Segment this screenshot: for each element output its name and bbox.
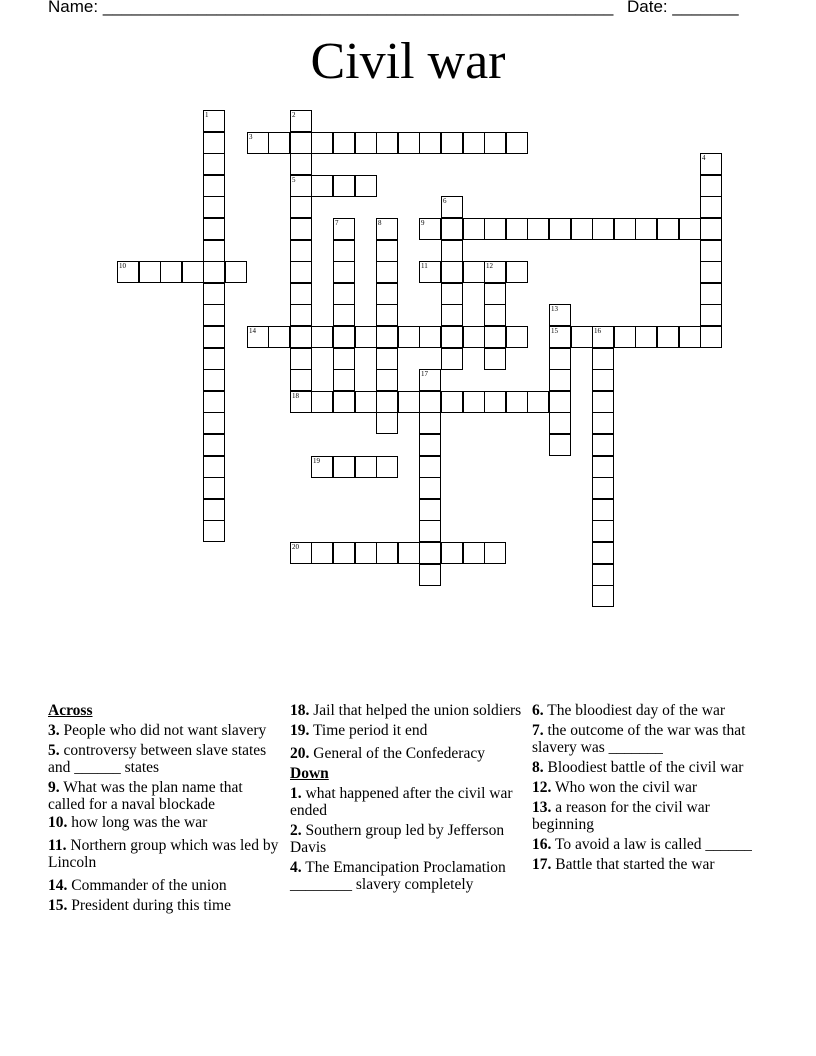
grid-cell[interactable]: [376, 218, 398, 240]
grid-cell[interactable]: [290, 240, 312, 262]
grid-cell[interactable]: [419, 477, 441, 499]
clue-number: 5.: [48, 742, 60, 759]
grid-cell[interactable]: [311, 456, 333, 478]
grid-cell[interactable]: [139, 261, 161, 283]
grid-cell[interactable]: [376, 261, 398, 283]
clue-number: 4.: [290, 859, 302, 876]
clue-number: 20.: [290, 745, 310, 762]
clue-column-3: [532, 702, 764, 876]
clue-across: [290, 745, 522, 762]
grid-cell[interactable]: [290, 261, 312, 283]
grid-cell[interactable]: [355, 132, 377, 154]
grid-cell[interactable]: [592, 218, 614, 240]
grid-cell[interactable]: [355, 391, 377, 413]
clue-text: Battle that started the war: [555, 856, 715, 873]
grid-cell[interactable]: [484, 283, 506, 305]
clue-across: [48, 779, 280, 813]
grid-cell[interactable]: [290, 110, 312, 132]
clue-number: 16.: [532, 836, 552, 853]
clue-number: 19.: [290, 722, 310, 739]
clue-text: General of the Confederacy: [313, 745, 485, 762]
cell-number: 2: [292, 111, 296, 119]
clue-across: [48, 722, 280, 739]
across-heading: Across: [48, 702, 93, 719]
grid-cell[interactable]: [203, 412, 225, 434]
clue-text: the outcome of the war was that slavery was _______: [532, 722, 746, 756]
grid-cell[interactable]: [419, 434, 441, 456]
clue-text: a reason for the civil war beginning: [532, 799, 710, 833]
cell-number: 9: [421, 219, 425, 227]
clue-down: [290, 822, 522, 856]
grid-cell[interactable]: [549, 218, 571, 240]
grid-cell[interactable]: [657, 218, 679, 240]
grid-cell[interactable]: [290, 391, 312, 413]
grid-cell[interactable]: [484, 348, 506, 370]
grid-cell[interactable]: [333, 369, 355, 391]
grid-cell[interactable]: [203, 434, 225, 456]
grid-cell[interactable]: [549, 369, 571, 391]
cell-number: 7: [335, 219, 339, 227]
grid-cell[interactable]: [700, 326, 722, 348]
clue-text: People who did not want slavery: [63, 722, 267, 739]
grid-cell[interactable]: [333, 326, 355, 348]
grid-cell[interactable]: [333, 348, 355, 370]
clue-number: 1.: [290, 785, 302, 802]
grid-cell[interactable]: [311, 326, 333, 348]
down-heading: Down: [290, 765, 329, 782]
grid-cell[interactable]: [441, 326, 463, 348]
grid-cell[interactable]: [700, 240, 722, 262]
clue-across: [290, 722, 522, 739]
clue-number: 17.: [532, 856, 552, 873]
grid-cell[interactable]: [506, 132, 528, 154]
grid-cell[interactable]: [419, 520, 441, 542]
grid-cell[interactable]: [268, 326, 290, 348]
grid-cell[interactable]: [441, 304, 463, 326]
grid-cell[interactable]: [419, 369, 441, 391]
cell-number: 13: [551, 305, 558, 313]
grid-cell[interactable]: [657, 326, 679, 348]
cell-number: 10: [119, 262, 126, 270]
clue-across: [48, 837, 280, 871]
clue-down: [532, 779, 764, 796]
grid-cell[interactable]: [700, 175, 722, 197]
clue-down: [532, 759, 764, 776]
clue-number: 14.: [48, 877, 68, 894]
cell-number: 6: [443, 197, 447, 205]
clue-number: 8.: [532, 759, 544, 776]
grid-cell[interactable]: [700, 304, 722, 326]
grid-cell[interactable]: [182, 261, 204, 283]
clue-column-1: [48, 702, 280, 917]
grid-cell[interactable]: [419, 564, 441, 586]
grid-cell[interactable]: [592, 434, 614, 456]
clue-text: Jail that helped the union soldiers: [313, 702, 522, 719]
cell-number: 3: [249, 133, 253, 141]
cell-number: 11: [421, 262, 428, 270]
grid-cell[interactable]: [441, 261, 463, 283]
cell-number: 12: [486, 262, 493, 270]
grid-cell[interactable]: [203, 218, 225, 240]
grid-cell[interactable]: [419, 391, 441, 413]
cell-number: 8: [378, 219, 382, 227]
grid-cell[interactable]: [355, 326, 377, 348]
cell-number: 17: [421, 370, 428, 378]
grid-cell[interactable]: [484, 304, 506, 326]
grid-cell[interactable]: [592, 456, 614, 478]
grid-cell[interactable]: [376, 326, 398, 348]
grid-cell[interactable]: [376, 412, 398, 434]
puzzle-title: Civil war: [310, 33, 506, 90]
grid-cell[interactable]: [441, 348, 463, 370]
clue-text: To avoid a law is called ______: [554, 836, 752, 853]
grid-cell[interactable]: [592, 520, 614, 542]
grid-cell[interactable]: [247, 326, 269, 348]
grid-cell[interactable]: [203, 196, 225, 218]
grid-cell[interactable]: [333, 261, 355, 283]
grid-cell[interactable]: [441, 196, 463, 218]
grid-cell[interactable]: [290, 369, 312, 391]
grid-cell[interactable]: [549, 412, 571, 434]
grid-cell[interactable]: [203, 391, 225, 413]
cell-number: 5: [292, 176, 296, 184]
grid-cell[interactable]: [419, 218, 441, 240]
grid-cell[interactable]: [203, 477, 225, 499]
grid-cell[interactable]: [679, 326, 701, 348]
clue-text: President during this time: [71, 897, 231, 914]
grid-cell[interactable]: [203, 369, 225, 391]
grid-cell[interactable]: [463, 261, 485, 283]
grid-cell[interactable]: [441, 283, 463, 305]
grid-cell[interactable]: [290, 283, 312, 305]
clue-down: [290, 859, 522, 893]
date-blank[interactable]: _______: [672, 0, 739, 16]
clue-across: [48, 897, 280, 914]
grid-cell[interactable]: [311, 175, 333, 197]
cell-number: 16: [594, 327, 601, 335]
grid-cell[interactable]: [441, 132, 463, 154]
cell-number: 14: [249, 327, 256, 335]
grid-cell[interactable]: [203, 348, 225, 370]
grid-cell[interactable]: [290, 175, 312, 197]
grid-cell[interactable]: [419, 542, 441, 564]
grid-cell[interactable]: [527, 391, 549, 413]
grid-cell[interactable]: [203, 456, 225, 478]
grid-cell[interactable]: [592, 391, 614, 413]
grid-cell[interactable]: [419, 499, 441, 521]
grid-cell[interactable]: [484, 391, 506, 413]
grid-cell[interactable]: [398, 542, 420, 564]
grid-cell[interactable]: [635, 218, 657, 240]
grid-cell[interactable]: [679, 218, 701, 240]
clue-text: Commander of the union: [71, 877, 227, 894]
grid-cell[interactable]: [484, 326, 506, 348]
clue-number: 18.: [290, 702, 310, 719]
grid-cell[interactable]: [311, 132, 333, 154]
grid-cell[interactable]: [592, 477, 614, 499]
grid-cell[interactable]: [441, 218, 463, 240]
grid-cell[interactable]: [700, 261, 722, 283]
grid-cell[interactable]: [506, 326, 528, 348]
grid-cell[interactable]: [571, 218, 593, 240]
grid-cell[interactable]: [203, 326, 225, 348]
clue-column-2: [290, 702, 522, 896]
grid-cell[interactable]: [506, 261, 528, 283]
grid-cell[interactable]: [398, 326, 420, 348]
clue-number: 12.: [532, 779, 552, 796]
grid-cell[interactable]: [333, 132, 355, 154]
grid-cell[interactable]: [549, 434, 571, 456]
clue-text: Time period it end: [312, 722, 428, 739]
grid-cell[interactable]: [290, 304, 312, 326]
grid-cell[interactable]: [333, 304, 355, 326]
grid-cell[interactable]: [333, 240, 355, 262]
grid-cell[interactable]: [463, 326, 485, 348]
clue-text: how long was the war: [71, 814, 208, 831]
clue-number: 9.: [48, 779, 60, 796]
grid-cell[interactable]: [117, 261, 139, 283]
grid-cell[interactable]: [311, 542, 333, 564]
grid-cell[interactable]: [376, 348, 398, 370]
grid-cell[interactable]: [463, 218, 485, 240]
grid-cell[interactable]: [355, 456, 377, 478]
grid-cell[interactable]: [355, 542, 377, 564]
grid-cell[interactable]: [419, 412, 441, 434]
grid-cell[interactable]: [376, 304, 398, 326]
grid-cell[interactable]: [290, 326, 312, 348]
grid-cell[interactable]: [700, 283, 722, 305]
grid-cell[interactable]: [463, 391, 485, 413]
clue-text: The Emancipation Proclamation ________ slavery completely: [290, 859, 506, 893]
grid-cell[interactable]: [592, 412, 614, 434]
grid-cell[interactable]: [592, 585, 614, 607]
clue-down: [532, 722, 764, 756]
clue-number: 13.: [532, 799, 552, 816]
clue-down: [532, 856, 764, 873]
grid-cell[interactable]: [203, 240, 225, 262]
cell-number: 15: [551, 327, 558, 335]
grid-cell[interactable]: [700, 153, 722, 175]
grid-cell[interactable]: [225, 261, 247, 283]
name-label: Name:: [48, 0, 99, 16]
clue-text: Northern group which was led by Lincoln: [48, 837, 279, 871]
grid-cell[interactable]: [203, 261, 225, 283]
grid-cell[interactable]: [376, 456, 398, 478]
grid-cell[interactable]: [463, 542, 485, 564]
grid-cell[interactable]: [592, 348, 614, 370]
grid-cell[interactable]: [441, 391, 463, 413]
clue-text: Bloodiest battle of the civil war: [547, 759, 744, 776]
clue-text: controversy between slave states and ______ states: [48, 742, 267, 776]
grid-cell[interactable]: [203, 304, 225, 326]
clue-text: Who won the civil war: [554, 779, 698, 796]
grid-cell[interactable]: [203, 110, 225, 132]
grid-cell[interactable]: [268, 132, 290, 154]
clue-text: What was the plan name that called for a naval blockade: [48, 779, 243, 813]
grid-cell[interactable]: [700, 218, 722, 240]
grid-cell[interactable]: [419, 456, 441, 478]
grid-cell[interactable]: [614, 326, 636, 348]
grid-cell[interactable]: [203, 520, 225, 542]
grid-cell[interactable]: [463, 132, 485, 154]
grid-cell[interactable]: [549, 304, 571, 326]
grid-cell[interactable]: [398, 132, 420, 154]
grid-cell[interactable]: [614, 218, 636, 240]
grid-cell[interactable]: [441, 542, 463, 564]
grid-cell[interactable]: [290, 348, 312, 370]
grid-cell[interactable]: [376, 542, 398, 564]
grid-cell[interactable]: [203, 499, 225, 521]
cell-number: 19: [313, 457, 320, 465]
clue-across: [48, 742, 280, 776]
grid-cell[interactable]: [290, 153, 312, 175]
grid-cell[interactable]: [592, 499, 614, 521]
clue-number: 6.: [532, 702, 544, 719]
clue-number: 3.: [48, 722, 60, 739]
name-blank[interactable]: ______________________________________________________: [102, 0, 614, 16]
grid-cell[interactable]: [419, 132, 441, 154]
grid-cell[interactable]: [549, 391, 571, 413]
header: [48, 0, 768, 17]
grid-cell[interactable]: [333, 283, 355, 305]
grid-cell[interactable]: [311, 391, 333, 413]
grid-cell[interactable]: [592, 542, 614, 564]
grid-cell[interactable]: [333, 542, 355, 564]
grid-cell[interactable]: [203, 175, 225, 197]
clue-number: 10.: [48, 814, 68, 831]
grid-cell[interactable]: [247, 132, 269, 154]
grid-cell[interactable]: [290, 218, 312, 240]
grid-cell[interactable]: [635, 326, 657, 348]
clue-number: 11.: [48, 837, 67, 854]
grid-cell[interactable]: [484, 218, 506, 240]
clue-across: [48, 877, 280, 894]
clue-across: [48, 814, 280, 831]
grid-cell[interactable]: [592, 564, 614, 586]
clue-number: 7.: [532, 722, 544, 739]
grid-cell[interactable]: [419, 261, 441, 283]
grid-cell[interactable]: [571, 326, 593, 348]
clue-text: what happened after the civil war ended: [290, 785, 513, 819]
grid-cell[interactable]: [333, 456, 355, 478]
grid-cell[interactable]: [419, 326, 441, 348]
clue-number: 2.: [290, 822, 302, 839]
grid-cell[interactable]: [290, 542, 312, 564]
grid-cell[interactable]: [506, 391, 528, 413]
clue-down: [532, 702, 764, 719]
cell-number: 18: [292, 392, 299, 400]
clue-down: [290, 785, 522, 819]
grid-cell[interactable]: [700, 196, 722, 218]
grid-cell[interactable]: [592, 369, 614, 391]
grid-cell[interactable]: [549, 326, 571, 348]
grid-cell[interactable]: [160, 261, 182, 283]
date-label: Date:: [627, 0, 668, 16]
grid-cell[interactable]: [333, 218, 355, 240]
grid-cell[interactable]: [203, 283, 225, 305]
clue-down: [532, 799, 764, 833]
grid-cell[interactable]: [376, 283, 398, 305]
grid-cell[interactable]: [549, 348, 571, 370]
grid-cell[interactable]: [203, 132, 225, 154]
grid-cell[interactable]: [290, 132, 312, 154]
clue-text: Southern group led by Jefferson Davis: [290, 822, 505, 856]
cell-number: 20: [292, 543, 299, 551]
grid-cell[interactable]: [398, 391, 420, 413]
grid-cell[interactable]: [355, 175, 377, 197]
grid-cell[interactable]: [333, 391, 355, 413]
grid-cell[interactable]: [376, 240, 398, 262]
cell-number: 1: [205, 111, 209, 119]
grid-cell[interactable]: [376, 132, 398, 154]
grid-cell[interactable]: [441, 240, 463, 262]
clue-text: The bloodiest day of the war: [547, 702, 725, 719]
grid-cell[interactable]: [376, 369, 398, 391]
grid-cell[interactable]: [203, 153, 225, 175]
grid-cell[interactable]: [376, 391, 398, 413]
cell-number: 4: [702, 154, 706, 162]
grid-cell[interactable]: [592, 326, 614, 348]
clue-across: [290, 702, 522, 719]
grid-cell[interactable]: [527, 218, 549, 240]
clue-number: 15.: [48, 897, 68, 914]
grid-cell[interactable]: [484, 132, 506, 154]
grid-cell[interactable]: [333, 175, 355, 197]
grid-cell[interactable]: [506, 218, 528, 240]
clue-down: [532, 836, 764, 853]
grid-cell[interactable]: [484, 261, 506, 283]
grid-cell[interactable]: [484, 542, 506, 564]
grid-cell[interactable]: [290, 196, 312, 218]
